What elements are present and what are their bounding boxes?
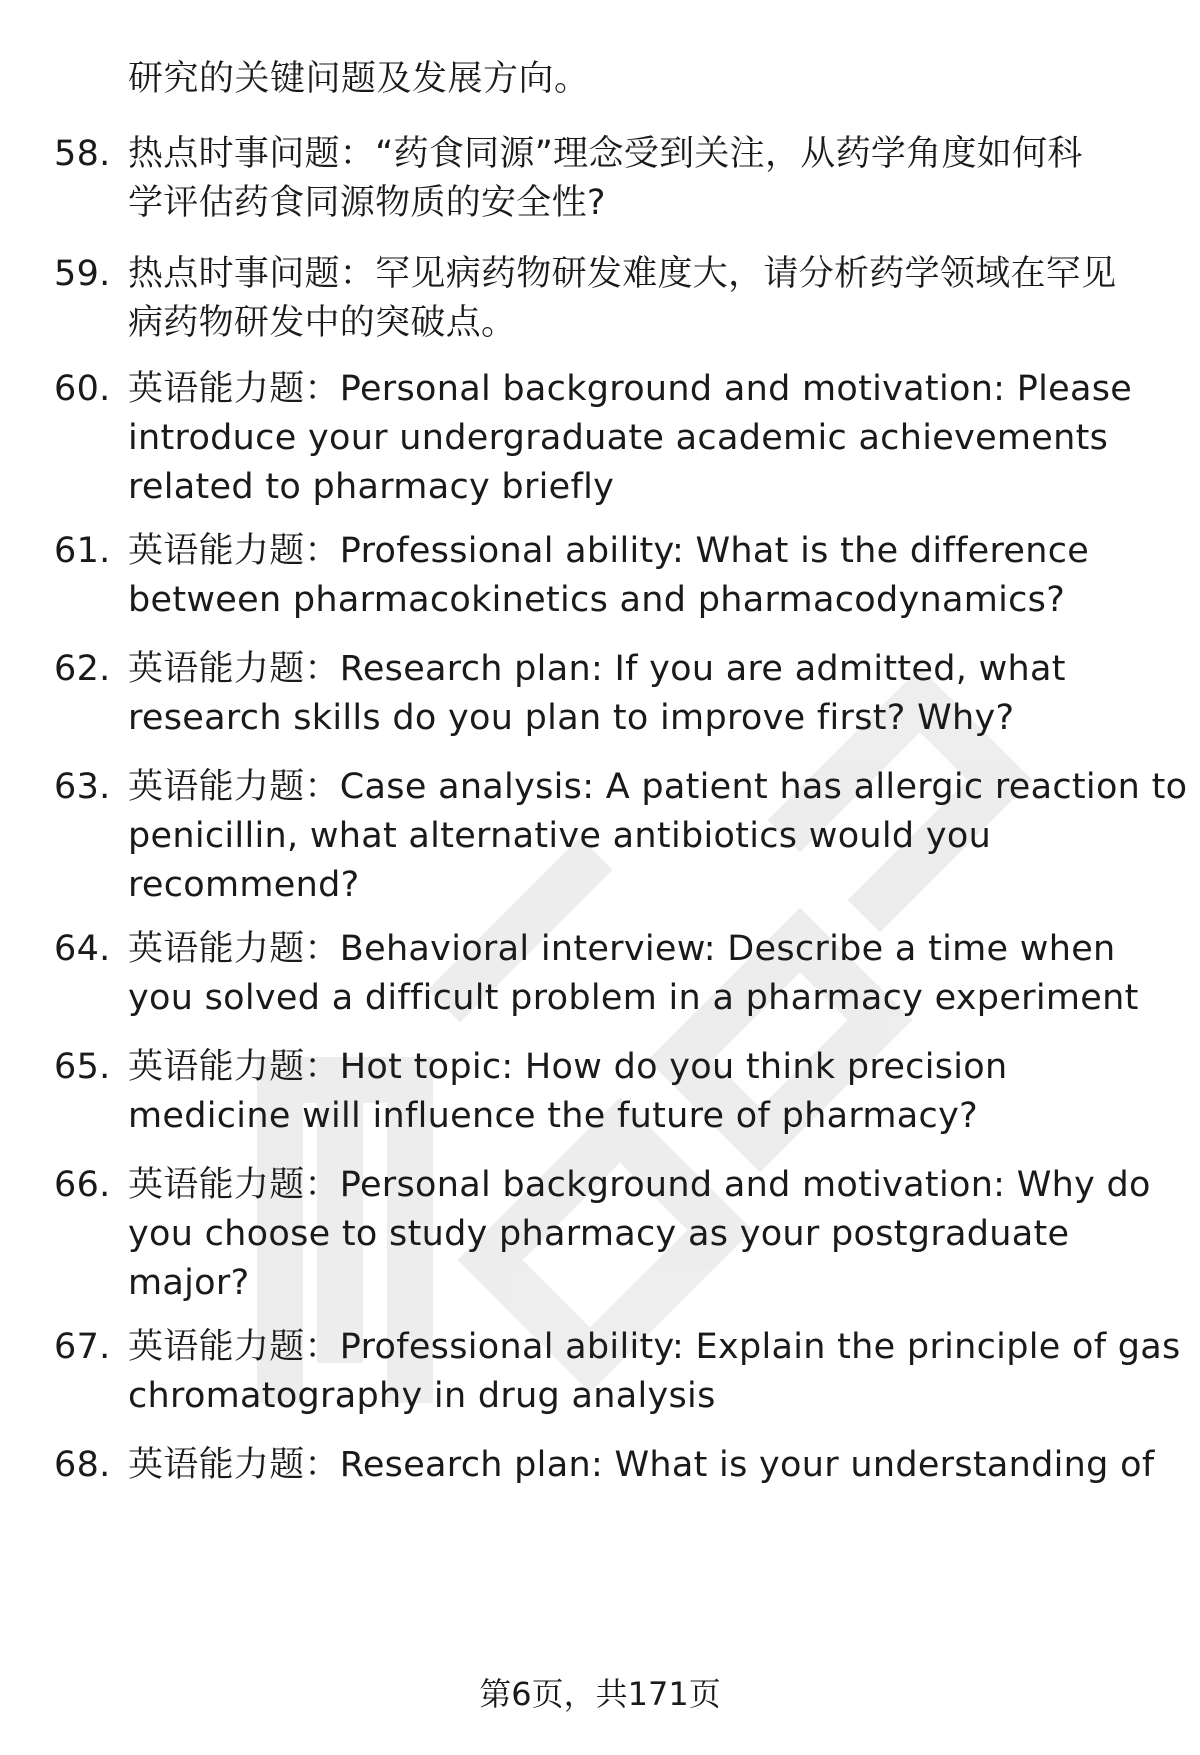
item-number: 61. — [54, 531, 111, 571]
item-text — [128, 365, 1158, 512]
item-text-line: 热点时事问题：罕见病药物研发难度大，请分析药学领域在罕见 — [128, 254, 1117, 294]
item-text-line: you choose to study pharmacy as your postgraduate — [128, 1214, 1070, 1254]
item-text-line: between pharmacokinetics and pharmacodynamics? — [128, 580, 1066, 620]
item-text-line: 英语能力题：Professional ability: What is the difference — [128, 531, 1090, 571]
page-footer: 第6页，共171页 — [479, 1675, 721, 1713]
item-text-line: 热点时事问题：“药食同源”理念受到关注，从药学角度如何科 — [128, 134, 1083, 174]
item-text-line: 病药物研发中的突破点。 — [128, 303, 517, 343]
item-text — [128, 130, 1158, 228]
item-text — [128, 250, 1158, 348]
item-text-line: 英语能力题：Behavioral interview: Describe a time when — [128, 929, 1116, 969]
item-text-line: penicillin, what alternative antibiotics would you — [128, 816, 992, 856]
continued-text: 研究的关键问题及发展方向。 — [128, 59, 590, 99]
item-text — [128, 1043, 1158, 1141]
item-text — [128, 763, 1188, 910]
item-text — [128, 1323, 1181, 1421]
item-number: 60. — [54, 369, 111, 409]
item-number: 59. — [54, 254, 111, 294]
item-text-line: 英语能力题：Case analysis: A patient has allergic reaction to — [128, 767, 1188, 807]
item-text-line: 英语能力题：Hot topic: How do you think precision — [128, 1047, 1008, 1087]
item-text-line: recommend? — [128, 865, 360, 905]
item-text — [128, 925, 1158, 1023]
item-text-line: you solved a difficult problem in a pharmacy experiment — [128, 978, 1139, 1018]
item-number: 65. — [54, 1047, 111, 1087]
item-number: 62. — [54, 649, 111, 689]
item-text-line: 英语能力题：Professional ability: Explain the principle of gas — [128, 1327, 1181, 1367]
item-text — [128, 527, 1158, 625]
item-number: 67. — [54, 1327, 111, 1367]
item-text-line: related to pharmacy briefly — [128, 467, 615, 507]
item-text-line: 英语能力题：Personal background and motivation: Why do — [128, 1165, 1151, 1205]
item-text-line: major? — [128, 1263, 250, 1303]
item-text — [128, 1161, 1158, 1308]
item-text-line: 英语能力题：Research plan: What is your understanding of — [128, 1445, 1155, 1485]
item-number: 68. — [54, 1445, 111, 1485]
item-text — [128, 1441, 1158, 1490]
item-text-line: 英语能力题：Personal background and motivation: Please — [128, 369, 1133, 409]
item-text-line: introduce your undergraduate academic achievements — [128, 418, 1109, 458]
item-number: 58. — [54, 134, 111, 174]
item-text — [128, 645, 1158, 743]
item-number: 64. — [54, 929, 111, 969]
item-number: 66. — [54, 1165, 111, 1205]
item-text-line: medicine will influence the future of pharmacy? — [128, 1096, 978, 1136]
item-text-line: 英语能力题：Research plan: If you are admitted, what — [128, 649, 1066, 689]
item-text-line: research skills do you plan to improve first? Why? — [128, 698, 1015, 738]
item-number: 63. — [54, 767, 111, 807]
item-text-line: chromatography in drug analysis — [128, 1376, 716, 1416]
item-text-line: 学评估药食同源物质的安全性? — [128, 183, 606, 223]
